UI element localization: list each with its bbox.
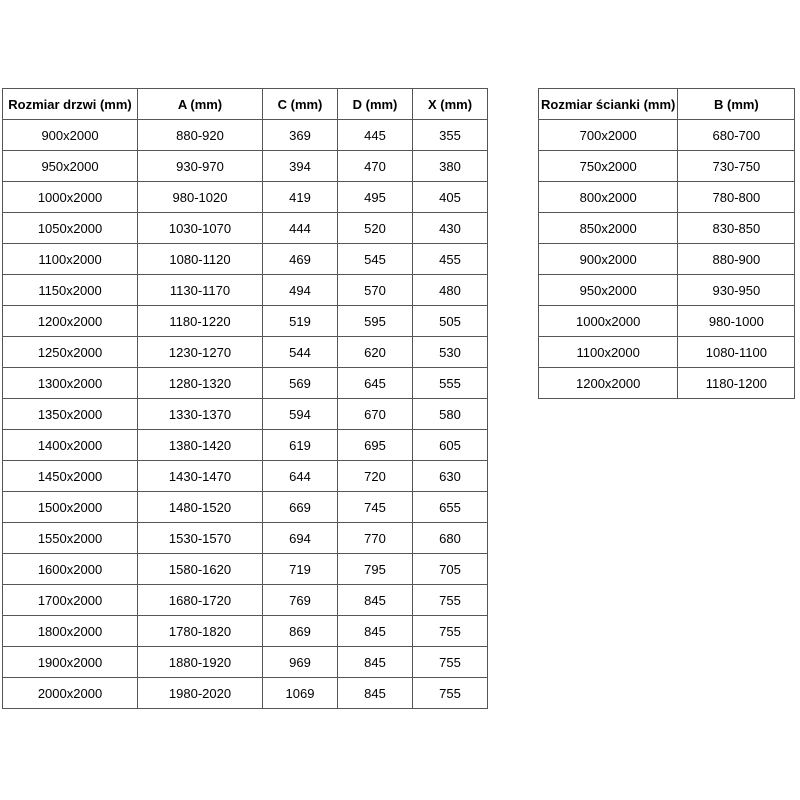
- table-cell: 2000x2000: [3, 678, 138, 709]
- table-cell: 950x2000: [539, 275, 678, 306]
- table-cell: 830-850: [678, 213, 795, 244]
- table-row: [539, 182, 795, 213]
- table-row: [3, 647, 488, 678]
- table-cell: 520: [338, 213, 413, 244]
- table-cell: 845: [338, 616, 413, 647]
- table-cell: 1200x2000: [539, 368, 678, 399]
- table-cell: 880-900: [678, 244, 795, 275]
- column-header: D (mm): [338, 89, 413, 120]
- table-cell: 369: [263, 120, 338, 151]
- table-cell: 594: [263, 399, 338, 430]
- table-cell: 1430-1470: [138, 461, 263, 492]
- table-cell: 1180-1200: [678, 368, 795, 399]
- table-cell: 1580-1620: [138, 554, 263, 585]
- table-cell: 719: [263, 554, 338, 585]
- table-row: [3, 585, 488, 616]
- table-cell: 630: [413, 461, 488, 492]
- table-cell: 845: [338, 678, 413, 709]
- column-header: B (mm): [678, 89, 795, 120]
- column-header: Rozmiar drzwi (mm): [3, 89, 138, 120]
- table-cell: 950x2000: [3, 151, 138, 182]
- table-row: [3, 182, 488, 213]
- table-cell: 380: [413, 151, 488, 182]
- table-cell: 1800x2000: [3, 616, 138, 647]
- table-cell: 1380-1420: [138, 430, 263, 461]
- table-cell: 745: [338, 492, 413, 523]
- table-cell: 495: [338, 182, 413, 213]
- table-cell: 1080-1120: [138, 244, 263, 275]
- table-cell: 1180-1220: [138, 306, 263, 337]
- table-row: [3, 430, 488, 461]
- table-cell: 570: [338, 275, 413, 306]
- table-cell: 1500x2000: [3, 492, 138, 523]
- table-cell: 605: [413, 430, 488, 461]
- wall-dimensions-table: [538, 88, 795, 399]
- table-cell: 845: [338, 585, 413, 616]
- table-cell: 869: [263, 616, 338, 647]
- table-row: [539, 151, 795, 182]
- table-cell: 595: [338, 306, 413, 337]
- table-cell: 1030-1070: [138, 213, 263, 244]
- table-cell: 850x2000: [539, 213, 678, 244]
- table-cell: 430: [413, 213, 488, 244]
- column-header: C (mm): [263, 89, 338, 120]
- table-row: [3, 306, 488, 337]
- table-cell: 444: [263, 213, 338, 244]
- table-cell: 669: [263, 492, 338, 523]
- table-header-row: [539, 89, 795, 120]
- table-cell: 545: [338, 244, 413, 275]
- table-cell: 1300x2000: [3, 368, 138, 399]
- table-cell: 544: [263, 337, 338, 368]
- table-cell: 355: [413, 120, 488, 151]
- table-row: [539, 368, 795, 399]
- table-cell: 900x2000: [539, 244, 678, 275]
- table-cell: 1550x2000: [3, 523, 138, 554]
- table-cell: 1880-1920: [138, 647, 263, 678]
- table-cell: 1980-2020: [138, 678, 263, 709]
- column-header: X (mm): [413, 89, 488, 120]
- table-cell: 1200x2000: [3, 306, 138, 337]
- table-cell: 1130-1170: [138, 275, 263, 306]
- table-cell: 1230-1270: [138, 337, 263, 368]
- table-cell: 455: [413, 244, 488, 275]
- table-cell: 705: [413, 554, 488, 585]
- table-cell: 569: [263, 368, 338, 399]
- table-cell: 470: [338, 151, 413, 182]
- table-row: [3, 554, 488, 585]
- table-cell: 680: [413, 523, 488, 554]
- table-cell: 755: [413, 647, 488, 678]
- table-cell: 700x2000: [539, 120, 678, 151]
- table-cell: 694: [263, 523, 338, 554]
- door-dimensions-table: [2, 88, 488, 709]
- table-row: [3, 244, 488, 275]
- table-row: [3, 120, 488, 151]
- table-cell: 1330-1370: [138, 399, 263, 430]
- table-cell: 1680-1720: [138, 585, 263, 616]
- table-cell: 695: [338, 430, 413, 461]
- table-cell: 1400x2000: [3, 430, 138, 461]
- table-header-row: [3, 89, 488, 120]
- table-cell: 769: [263, 585, 338, 616]
- table-cell: 555: [413, 368, 488, 399]
- table-row: [539, 244, 795, 275]
- table-cell: 1780-1820: [138, 616, 263, 647]
- table-cell: 620: [338, 337, 413, 368]
- table-cell: 845: [338, 647, 413, 678]
- table-cell: 670: [338, 399, 413, 430]
- table-row: [539, 120, 795, 151]
- table-cell: 519: [263, 306, 338, 337]
- table-cell: 469: [263, 244, 338, 275]
- table-row: [539, 306, 795, 337]
- table-row: [3, 368, 488, 399]
- column-header: Rozmiar ścianki (mm): [539, 89, 678, 120]
- table-cell: 1600x2000: [3, 554, 138, 585]
- table-row: [3, 461, 488, 492]
- table-cell: 680-700: [678, 120, 795, 151]
- table-row: [539, 213, 795, 244]
- table-cell: 445: [338, 120, 413, 151]
- table-cell: 494: [263, 275, 338, 306]
- table-cell: 800x2000: [539, 182, 678, 213]
- table-cell: 1050x2000: [3, 213, 138, 244]
- table-cell: 755: [413, 585, 488, 616]
- table-cell: 1350x2000: [3, 399, 138, 430]
- table-cell: 1100x2000: [3, 244, 138, 275]
- table-cell: 644: [263, 461, 338, 492]
- table-cell: 755: [413, 616, 488, 647]
- table-row: [3, 399, 488, 430]
- table-cell: 1150x2000: [3, 275, 138, 306]
- table-cell: 980-1020: [138, 182, 263, 213]
- table-cell: 645: [338, 368, 413, 399]
- table-cell: 1900x2000: [3, 647, 138, 678]
- table-row: [3, 275, 488, 306]
- table-cell: 655: [413, 492, 488, 523]
- table-cell: 405: [413, 182, 488, 213]
- table-cell: 730-750: [678, 151, 795, 182]
- table-cell: 880-920: [138, 120, 263, 151]
- table-cell: 505: [413, 306, 488, 337]
- table-cell: 930-950: [678, 275, 795, 306]
- table-cell: 750x2000: [539, 151, 678, 182]
- table-cell: 1080-1100: [678, 337, 795, 368]
- table-cell: 1700x2000: [3, 585, 138, 616]
- table-cell: 1000x2000: [3, 182, 138, 213]
- table-cell: 1450x2000: [3, 461, 138, 492]
- table-cell: 795: [338, 554, 413, 585]
- table-cell: 980-1000: [678, 306, 795, 337]
- table-cell: 930-970: [138, 151, 263, 182]
- table-row: [3, 337, 488, 368]
- table-cell: 1000x2000: [539, 306, 678, 337]
- table-row: [3, 678, 488, 709]
- table-cell: 969: [263, 647, 338, 678]
- table-cell: 1280-1320: [138, 368, 263, 399]
- table-cell: 580: [413, 399, 488, 430]
- table-cell: 419: [263, 182, 338, 213]
- table-row: [3, 523, 488, 554]
- table-row: [539, 337, 795, 368]
- table-cell: 1069: [263, 678, 338, 709]
- table-cell: 619: [263, 430, 338, 461]
- table-row: [3, 492, 488, 523]
- table-row: [3, 151, 488, 182]
- table-cell: 755: [413, 678, 488, 709]
- table-cell: 780-800: [678, 182, 795, 213]
- table-cell: 900x2000: [3, 120, 138, 151]
- table-cell: 770: [338, 523, 413, 554]
- table-cell: 530: [413, 337, 488, 368]
- table-row: [3, 213, 488, 244]
- table-cell: 1480-1520: [138, 492, 263, 523]
- table-cell: 720: [338, 461, 413, 492]
- table-cell: 480: [413, 275, 488, 306]
- table-row: [3, 616, 488, 647]
- table-cell: 394: [263, 151, 338, 182]
- table-cell: 1250x2000: [3, 337, 138, 368]
- table-cell: 1100x2000: [539, 337, 678, 368]
- table-row: [539, 275, 795, 306]
- table-cell: 1530-1570: [138, 523, 263, 554]
- column-header: A (mm): [138, 89, 263, 120]
